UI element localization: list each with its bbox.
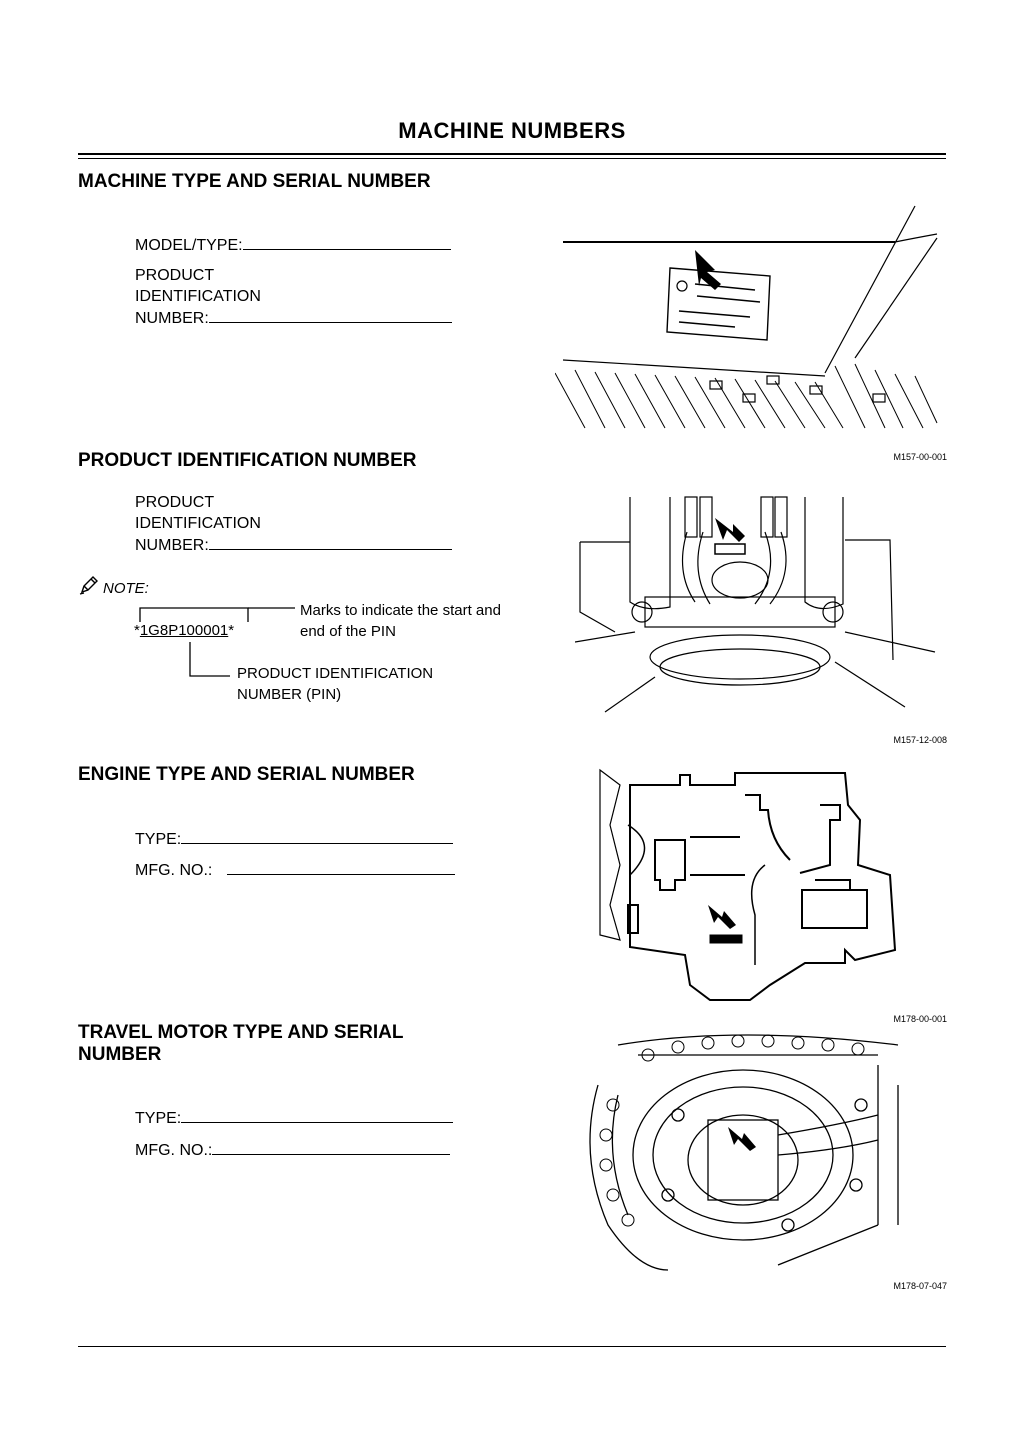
marks-description bbox=[300, 600, 501, 642]
pin-desc-line2: NUMBER (PIN) bbox=[237, 686, 342, 703]
pin-end-mark: * bbox=[228, 622, 235, 639]
machine-nameplate-figure bbox=[555, 198, 947, 430]
figure-code-travel-motor: M178-07-047 bbox=[893, 1281, 947, 1291]
product-pin-blank bbox=[209, 534, 452, 550]
title-rule-thick bbox=[78, 153, 946, 155]
pin-example-row bbox=[134, 622, 234, 639]
section-heading-travel-motor bbox=[78, 1022, 404, 1066]
pin-start-mark: * bbox=[134, 622, 140, 639]
machine-pin-label-block bbox=[135, 265, 452, 329]
footer-rule bbox=[78, 1346, 946, 1347]
engine-type-row bbox=[135, 828, 453, 850]
product-pin-label-line2: IDENTIFICATION bbox=[135, 515, 261, 532]
pin-desc-line1: PRODUCT IDENTIFICATION bbox=[237, 665, 434, 682]
engine-mfg-blank bbox=[227, 859, 455, 875]
marks-desc-line1: Marks to indicate the start and bbox=[300, 602, 501, 619]
travel-type-row bbox=[135, 1107, 453, 1129]
model-type-blank bbox=[243, 234, 451, 250]
travel-motor-heading-line2: NUMBER bbox=[78, 1044, 162, 1065]
section-heading-product-id: PRODUCT IDENTIFICATION NUMBER bbox=[78, 450, 417, 471]
engine-figure bbox=[590, 765, 920, 1005]
section-heading-engine: ENGINE TYPE AND SERIAL NUMBER bbox=[78, 764, 415, 785]
travel-type-label: TYPE: bbox=[135, 1110, 182, 1127]
engine-mfg-label: MFG. NO.: bbox=[135, 862, 213, 879]
model-type-label: MODEL/TYPE: bbox=[135, 237, 243, 254]
note-label: NOTE: bbox=[103, 580, 149, 597]
product-pin-label-line3: NUMBER: bbox=[135, 537, 209, 554]
travel-mfg-label: MFG. NO.: bbox=[135, 1142, 213, 1159]
machine-pin-label-line3: NUMBER: bbox=[135, 310, 209, 327]
figure-code-machine: M157-00-001 bbox=[893, 452, 947, 462]
machine-pin-blank bbox=[209, 307, 452, 323]
travel-mfg-row bbox=[135, 1139, 450, 1161]
product-pin-label-line1: PRODUCT bbox=[135, 494, 215, 511]
machine-pin-label-line1: PRODUCT bbox=[135, 267, 215, 284]
pin-location-figure bbox=[575, 492, 947, 717]
engine-type-label: TYPE: bbox=[135, 831, 182, 848]
engine-mfg-row bbox=[135, 859, 455, 881]
figure-code-engine: M178-00-001 bbox=[893, 1014, 947, 1024]
model-type-row bbox=[135, 234, 451, 256]
travel-motor-figure bbox=[578, 1025, 918, 1275]
section-heading-machine-type: MACHINE TYPE AND SERIAL NUMBER bbox=[78, 171, 431, 192]
travel-motor-heading-line1: TRAVEL MOTOR TYPE AND SERIAL bbox=[78, 1022, 404, 1043]
engine-type-blank bbox=[181, 828, 453, 844]
page-title: MACHINE NUMBERS bbox=[398, 118, 626, 143]
marks-desc-line2: end of the PIN bbox=[300, 623, 396, 640]
product-pin-label-block bbox=[135, 492, 452, 556]
title-rule-thin bbox=[78, 158, 946, 159]
pin-example: 1G8P100001 bbox=[139, 622, 229, 639]
travel-type-blank bbox=[181, 1107, 453, 1123]
pin-description bbox=[237, 663, 433, 705]
machine-pin-label-line2: IDENTIFICATION bbox=[135, 288, 261, 305]
figure-code-product-id: M157-12-008 bbox=[893, 735, 947, 745]
travel-mfg-blank bbox=[212, 1139, 450, 1155]
note-pencil-icon bbox=[78, 574, 100, 596]
